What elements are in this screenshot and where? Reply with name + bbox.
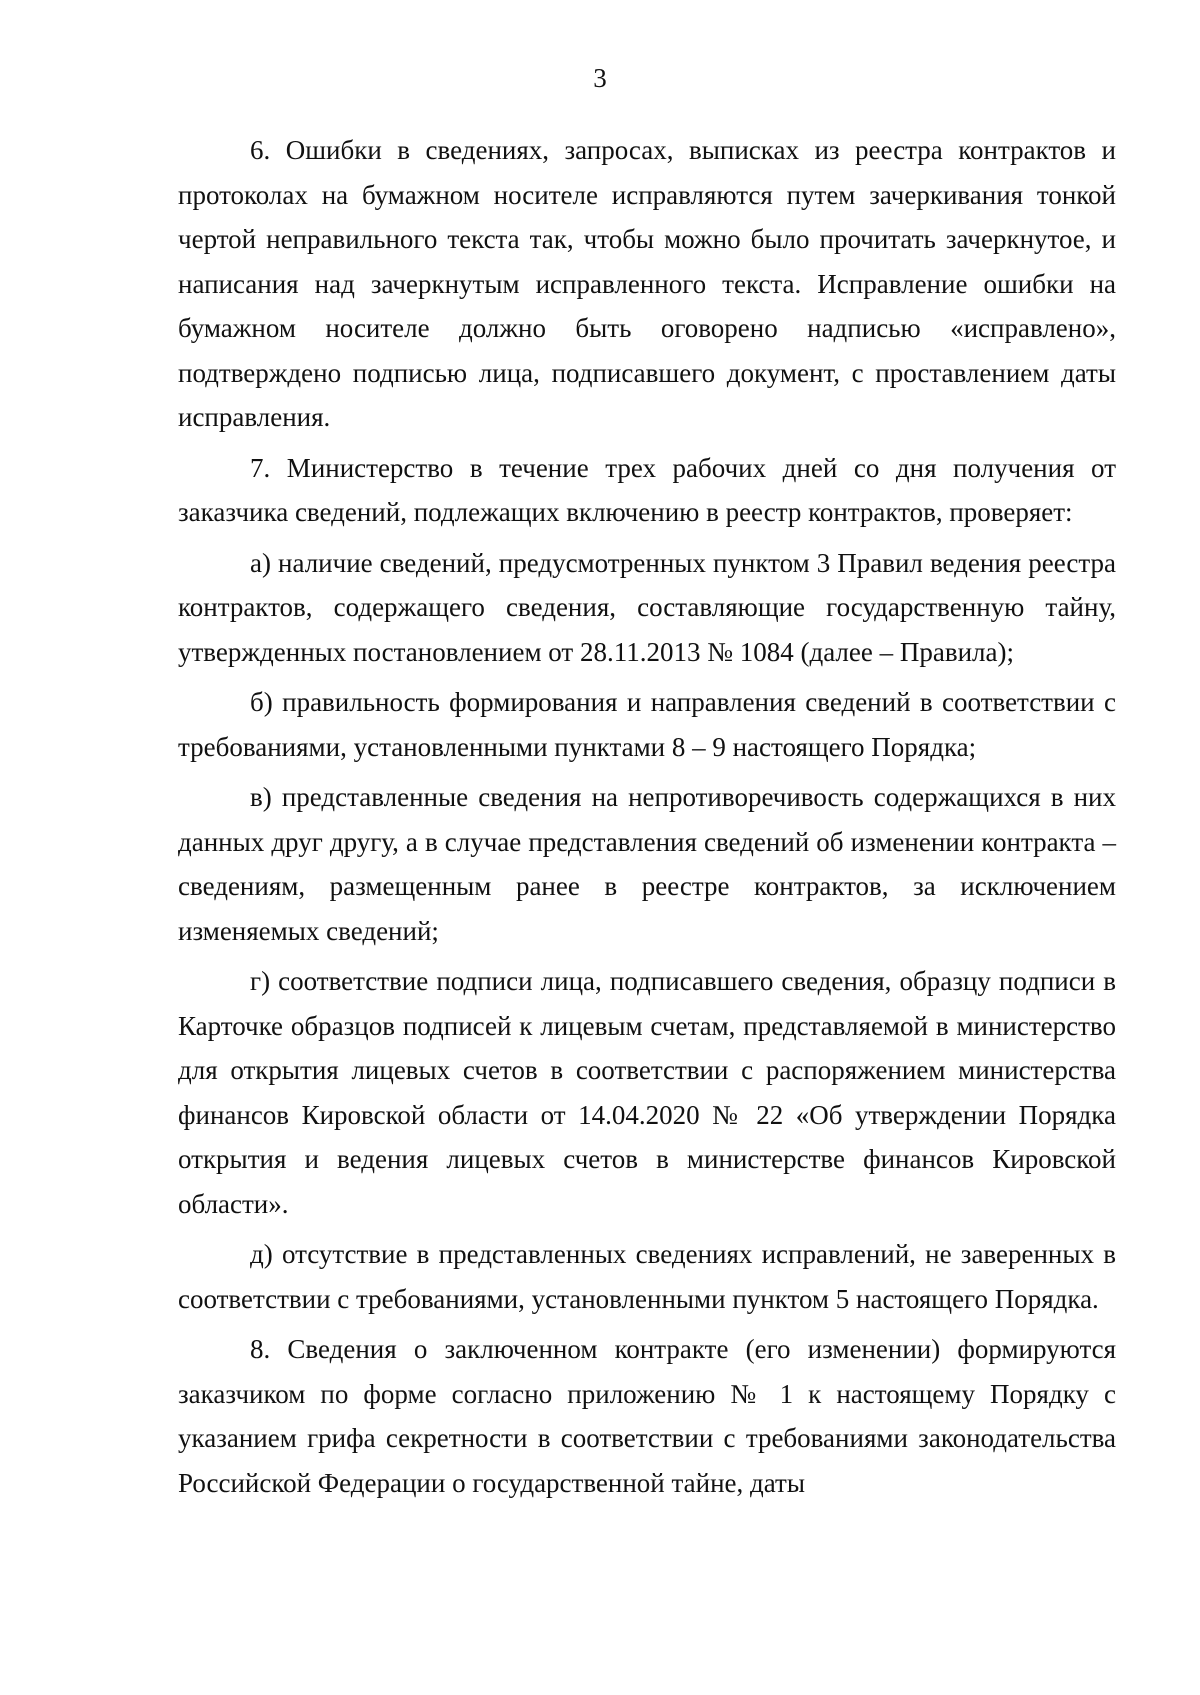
paragraph-7d: д) отсутствие в представленных сведениях исправлений, не заверенных в соответствии с требованиями, установленными пунктом 5 настоящего Порядка. — [178, 1239, 1116, 1314]
paragraph-6: 6. Ошибки в сведениях, запросах, выписках из реестра контрактов и протоколах на бумажном носителе исправляются путем зачеркивания тонкой чертой неправильного текста так, чтобы можно было прочитать зачеркнутое, и написания над зачеркнутым исправленного текста. Исправление ошибки на бумажном носителе должно быть оговорено надписью «исправлено», подтверждено подписью лица, подписавшего документ, с проставлением даты исправления. — [178, 135, 1116, 432]
paragraph-7a: а) наличие сведений, предусмотренных пунктом 3 Правил ведения реестра контрактов, содержащего сведения, составляющие государственную тайну, утвержденных постановлением от 28.11.2013 № 1084 (далее – Правила); — [178, 547, 1116, 667]
document-body — [178, 128, 1116, 1511]
paragraph-8: 8. Сведения о заключенном контракте (его изменении) формируются заказчиком по форме согласно приложению № 1 к настоящему Порядку с указанием грифа секретности в соответствии с требованиями законодательства Российской Федерации о государственной тайне, даты — [178, 1334, 1116, 1498]
paragraph-7v: в) представленные сведения на непротиворечивость содержащихся в них данных друг другу, а в случае представления сведений об изменении контракта – сведениям, размещенным ранее в реестре контрактов, за исключением изменяемых сведений; — [178, 782, 1116, 946]
paragraph-7g: г) соответствие подписи лица, подписавшего сведения, образцу подписи в Карточке образцов подписей к лицевым счетам, представляемой в министерство для открытия лицевых счетов в соответствии с распоряжением министерства финансов Кировской области от 14.04.2020 № 22 «Об утверждении Порядка открытия и ведения лицевых счетов в министерстве финансов Кировской области». — [178, 966, 1116, 1219]
paragraph-7: 7. Министерство в течение трех рабочих дней со дня получения от заказчика сведений, подлежащих включению в реестр контрактов, проверяет: — [178, 452, 1116, 527]
page-number: 3 — [593, 63, 607, 93]
paragraph-7b: б) правильность формирования и направления сведений в соответствии с требованиями, установленными пунктами 8 – 9 настоящего Порядка; — [178, 687, 1116, 762]
